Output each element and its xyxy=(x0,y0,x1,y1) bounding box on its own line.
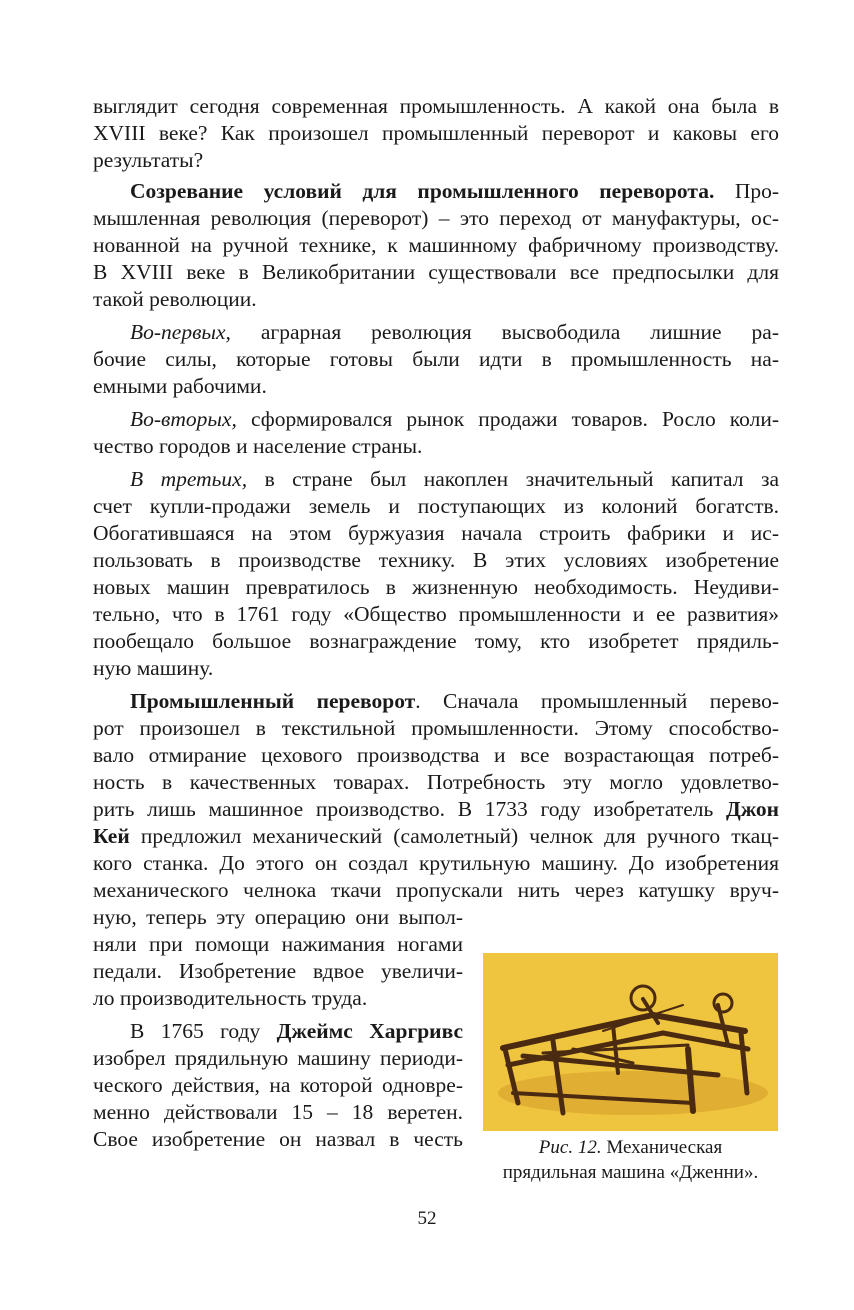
person-name: Кей xyxy=(93,824,130,848)
text-line: механического челнока ткачи пропускали нить через катушку вруч- xyxy=(93,878,779,902)
text-fragment: В 1765 году xyxy=(130,1019,277,1043)
italic-lead: В третьих, xyxy=(130,467,248,491)
person-name: Джеймс Харгривс xyxy=(276,1019,463,1043)
text-line: ность в качественных товарах. Потребность эту могло удовлетво- xyxy=(93,770,779,794)
section-heading: Промышленный переворот xyxy=(130,689,416,713)
text-line: мышленная революция (переворот) – это переход от мануфактуры, ос- xyxy=(93,206,779,230)
text-line: тельно, что в 1761 году «Общество промышленности и ее развития» xyxy=(93,602,779,626)
text-line xyxy=(130,319,779,346)
text-line: няли при помощи нажимания ногами xyxy=(93,932,463,956)
text-line: ло производительность труда. xyxy=(93,986,368,1010)
section-heading: Созревание условий для промышленного переворота. xyxy=(130,179,715,203)
page-number: 52 xyxy=(417,1208,437,1229)
text-line: бочие силы, которые готовы были идти в промышленность на- xyxy=(93,347,779,371)
text-line: Свое изобретение он назвал в честь xyxy=(93,1127,463,1151)
text-line: чество городов и население страны. xyxy=(93,434,423,458)
text-line: XVIII веке? Как произошел промышленный переворот и каковы его xyxy=(93,121,779,145)
text-fragment: сформировался рынок продажи товаров. Росло коли- xyxy=(236,407,779,431)
text-line: счет купли-продажи земель и поступающих из колоний богатств. xyxy=(93,494,779,518)
text-line: пользовать в производстве технику. В этих условиях изобретение xyxy=(93,548,779,572)
text-fragment: в стране был накоплен значительный капитал за xyxy=(247,467,779,491)
text-fragment: рить лишь машинное производство. В 1733 году изобретатель xyxy=(93,797,714,821)
text-line xyxy=(130,406,779,433)
italic-lead: Во-вторых, xyxy=(130,407,237,431)
text-fragment: . Сначала промышленный перево- xyxy=(415,689,779,713)
text-line xyxy=(130,688,779,715)
person-name: Джон xyxy=(713,797,779,821)
text-line: ную машину. xyxy=(93,656,214,680)
text-line: нованной на ручной технике, к машинному фабричному производству. xyxy=(93,233,779,257)
text-line: выглядит сегодня современная промышленность. А какой она была в xyxy=(93,94,779,118)
text-line: кого станка. До этого он создал крутильную машину. До изобретения xyxy=(93,851,779,875)
text-line: результаты? xyxy=(93,148,204,172)
italic-lead: Во-первых, xyxy=(130,320,231,344)
figure-title: Механическая xyxy=(601,1137,723,1158)
text-line xyxy=(93,796,779,823)
text-line: менно действовали 15 – 18 веретен. xyxy=(93,1100,463,1124)
text-line: педали. Изобретение вдвое увеличи- xyxy=(93,959,463,983)
text-line: такой революции. xyxy=(93,287,257,311)
text-line xyxy=(130,1018,463,1045)
figure-caption-line: прядильная машина «Дженни». xyxy=(502,1162,759,1183)
figure-label: Рис. 12. xyxy=(538,1137,602,1158)
text-fragment: Про- xyxy=(714,179,779,203)
text-line: вало отмирание цехового производства и все возрастающая потреб- xyxy=(93,743,779,767)
text-line: В XVIII веке в Великобритании существовали все предпосылки для xyxy=(93,260,779,284)
spinning-jenny-illustration xyxy=(483,953,778,1131)
figure-caption xyxy=(478,1136,783,1160)
text-line-heading xyxy=(130,178,779,205)
text-line: Обогатившаяся на этом буржуазия начала строить фабрики и ис- xyxy=(93,521,779,545)
text-line xyxy=(93,823,779,850)
text-line: новых машин превратилось в жизненную необходимость. Неудиви- xyxy=(93,575,779,599)
text-line: рот произошел в текстильной промышленности. Этому способство- xyxy=(93,716,779,740)
text-line xyxy=(130,466,779,493)
text-line: ческого действия, на которой одновре- xyxy=(93,1073,463,1097)
text-line: емными рабочими. xyxy=(93,374,267,398)
spinning-jenny-photo xyxy=(483,953,778,1131)
text-line: ную, теперь эту операцию они выпол- xyxy=(93,905,463,929)
text-fragment: предложил механический (самолетный) челнок для ручного ткац- xyxy=(129,824,779,848)
text-fragment: аграрная революция высвободила лишние ра- xyxy=(230,320,779,344)
text-line: пообещало большое вознаграждение тому, кто изобретет прядиль- xyxy=(93,629,779,653)
text-line: изобрел прядильную машину периоди- xyxy=(93,1046,463,1070)
